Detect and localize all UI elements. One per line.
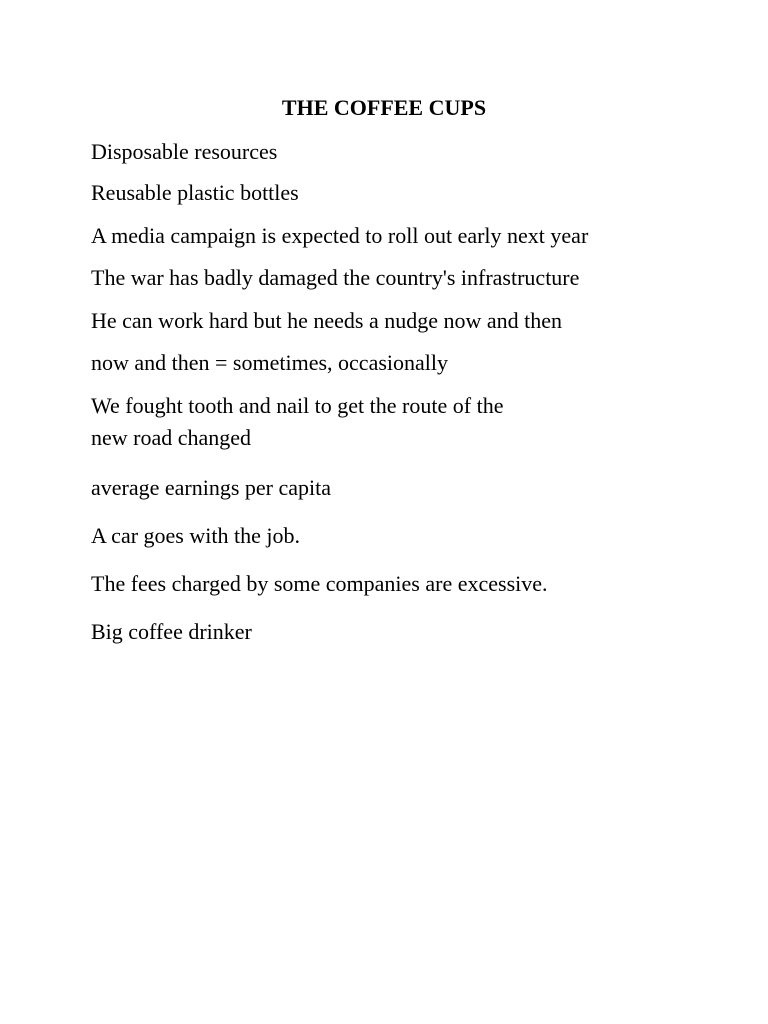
text-line: average earnings per capita [91,475,332,500]
text-line: We fought tooth and nail to get the route of the [91,393,504,418]
text-line: He can work hard but he needs a nudge now and then [91,308,563,333]
text-line: The war has badly damaged the country's infrastructure [91,265,580,290]
text-line: Big coffee drinker [91,619,252,644]
text-line: now and then = sometimes, occasionally [91,350,448,375]
text-line-continuation: new road changed [91,425,252,450]
text-line: Reusable plastic bottles [91,180,299,205]
text-line: A media campaign is expected to roll out early next year [91,223,589,248]
text-line: Disposable resources [91,139,278,164]
text-line: The fees charged by some companies are excessive. [91,571,548,596]
text-line: A car goes with the job. [91,523,300,548]
document-title: THE COFFEE CUPS [281,95,487,120]
